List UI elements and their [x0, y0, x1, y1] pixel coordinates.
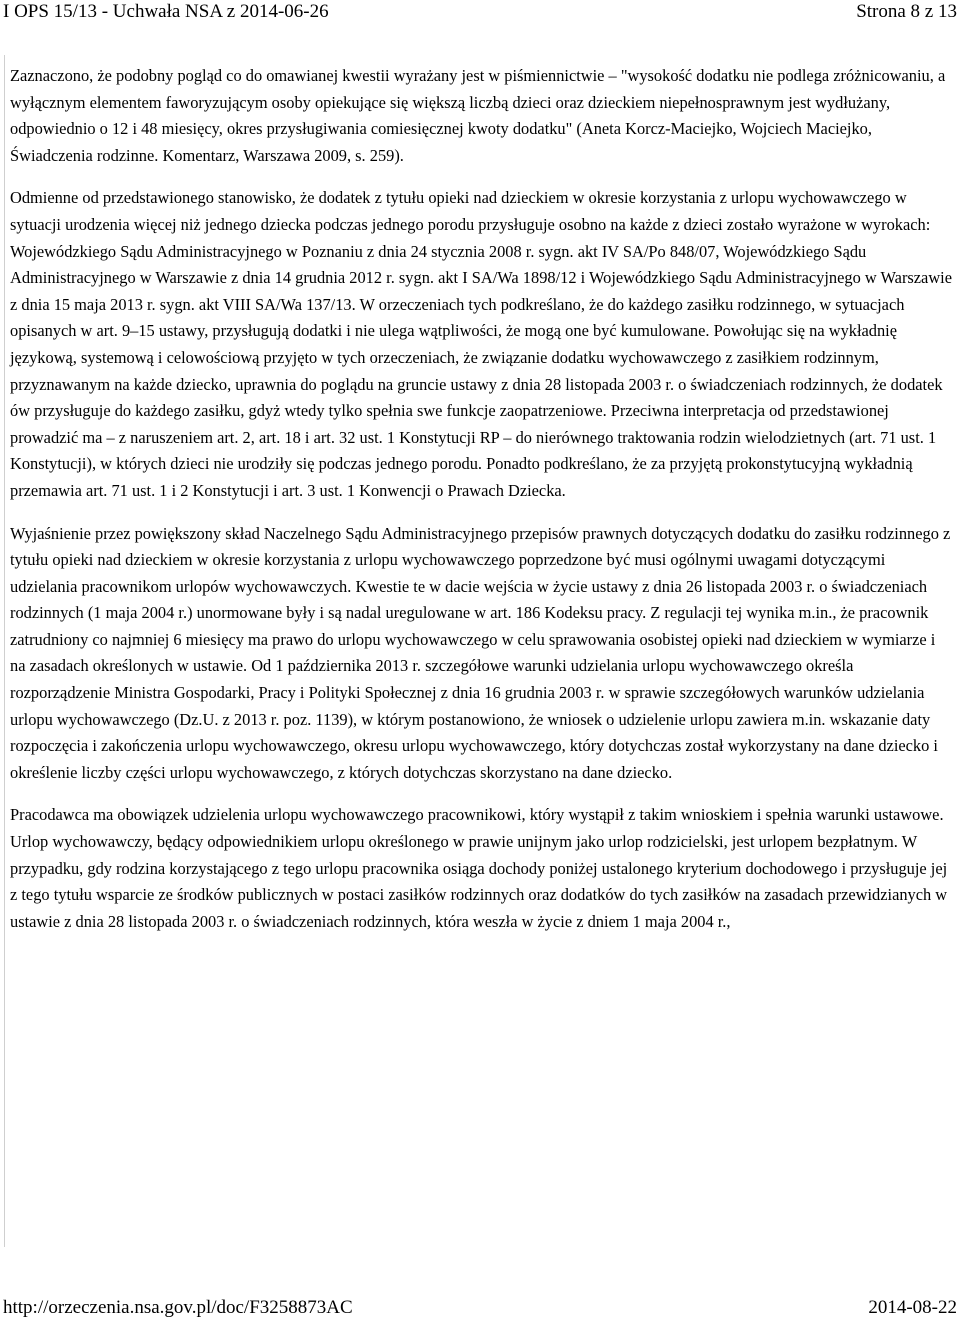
paragraph-2: Odmienne od przedstawionego stanowisko, że dodatek z tytułu opieki nad dzieckiem w okresie korzystania z urlopu wychowawczego w sytuacji urodzenia więcej niż jednego dziecka podczas jednego porodu przysługuje osobno na każde z dzieci zostało wyrażone w wyrokach: Wojewódzkiego Sądu Administracyjnego w Poznaniu z dnia 24 stycznia 2008 r. sygn. akt IV SA/Po 848/07, Wojewódzkiego Sądu Administracyjnego w Warszawie z dnia 14 grudnia 2012 r. sygn. akt I SA/Wa 1898/12 i Wojewódzkiego Sądu Administracyjnego w Warszawie z dnia 15 maja 2013 r. sygn. akt VIII SA/Wa 137/13. W orzeczeniach tych podkreślano, że do każdego zasiłku rodzinnego, w sytuacjach opisanych w art. 9–15 ustawy, przysługują dodatki i nie ulega wątpliwości, że mogą one być kumulowane. Powołując się na wykładnię językową, systemową i celowościową przyjęto w tych orzeczeniach, że związanie dodatku wychowawczego z zasiłkiem rodzinnym, przyznawanym na każde dziecko, uprawnia do poglądu na gruncie ustawy z dnia 28 listopada 2003 r. o świadczeniach rodzinnych, że dodatek ów przysługuje do każdego zasiłku, gdyż wtedy tylko spełnia swe funkcje zaopatrzeniowe. Przeciwna interpretacja od przedstawionej prowadzić ma – z naruszeniem art. 2, art. 18 i art. 32 ust. 1 Konstytucji RP – do nierównego traktowania rodzin wielodzietnych (art. 71 ust. 1 Konstytucji), w których dzieci nie urodziły się podczas jednego porodu. Ponadto podkreślano, że za przyjętą prokonstytucyjną wykładnią przemawia art. 71 ust. 1 i 2 Konstytucji i art. 3 ust. 1 Konwencji o Prawach Dziecka. — [10, 188, 953, 500]
paragraph-1: Zaznaczono, że podobny pogląd co do omawianej kwestii wyrażany jest w piśmiennictwie – "wysokość dodatku nie podlega zróżnicowaniu, a wyłącznym elementem faworyzującym osoby opiekujące się większą liczbą dzieci oraz dzieckiem niepełnosprawnym jest wydłużany, odpowiednio o 12 i 48 miesięcy, okres przysługiwania comiesięcznej kwoty dodatku" (Aneta Korcz-Maciejko, Wojciech Maciejko, Świadczenia rodzinne. Komentarz, Warszawa 2009, s. 259). — [10, 66, 946, 165]
document-title: I OPS 15/13 - Uchwała NSA z 2014-06-26 — [3, 1, 329, 22]
page-header — [0, 0, 960, 26]
page-indicator: Strona 8 z 13 — [856, 1, 957, 22]
source-url[interactable]: http://orzeczenia.nsa.gov.pl/doc/F3258873AC — [3, 1297, 353, 1318]
paragraph-4: Pracodawca ma obowiązek udzielenia urlopu wychowawczego pracownikowi, który wystąpił z takim wnioskiem i spełnia warunki ustawowe. Urlop wychowawczy, będący odpowiednikiem urlopu określonego w prawie unijnym jako urlop rodzicielski, jest urlopem bezpłatnym. W przypadku, gdy rodzina korzystającego z tego urlopu pracownika osiąga dochody poniżej ustalonego kryterium dochodowego i przysługuje jej z tego tytułu wsparcie ze środków publicznych w postaci zasiłków rodzinnych oraz dodatków do tych zasiłków na zasadach przewidzianych w ustawie z dnia 28 listopada 2003 r. o świadczeniach rodzinnych, która weszła w życie z dniem 1 maja 2004 r., — [10, 805, 948, 931]
document-body — [4, 55, 958, 1247]
print-date: 2014-08-22 — [868, 1297, 957, 1318]
page-footer — [0, 1296, 960, 1321]
paragraph-3: Wyjaśnienie przez powiększony skład Naczelnego Sądu Administracyjnego przepisów prawnych dotyczących dodatku do zasiłku rodzinnego z tytułu opieki nad dzieckiem w okresie korzystania z urlopu wychowawczego poprzedzone być musi ogólnymi uwagami dotyczącymi udzielania pracownikom urlopów wychowawczych. Kwestie te w dacie wejścia w życie ustawy z dnia 26 listopada 2003 r. o świadczeniach rodzinnych (1 maja 2004 r.) unormowane były i są nadal uregulowane w art. 186 Kodeksu pracy. Z regulacji tej wynika m.in., że pracownik zatrudniony co najmniej 6 miesięcy ma prawo do urlopu wychowawczego w celu sprawowania osobistej opieki nad dzieckiem w wymiarze i na zasadach określonych w ustawie. Od 1 października 2013 r. szczegółowe warunki udzielania urlopu wychowawczego określa rozporządzenie Ministra Gospodarki, Pracy i Polityki Społecznej z dnia 16 grudnia 2003 r. w sprawie szczegółowych warunków udzielania urlopu wychowawczego (Dz.U. z 2013 r. poz. 1139), w którym postanowiono, że wniosek o udzielenie urlopu zawiera m.in. wskazanie daty rozpoczęcia i zakończenia urlopu wychowawczego, okresu urlopu wychowawczego, który dotychczas został wykorzystany na dane dziecko i określenie liczby części urlopu wychowawczego, z których dotychczas skorzystano na dane dziecko. — [10, 523, 951, 782]
